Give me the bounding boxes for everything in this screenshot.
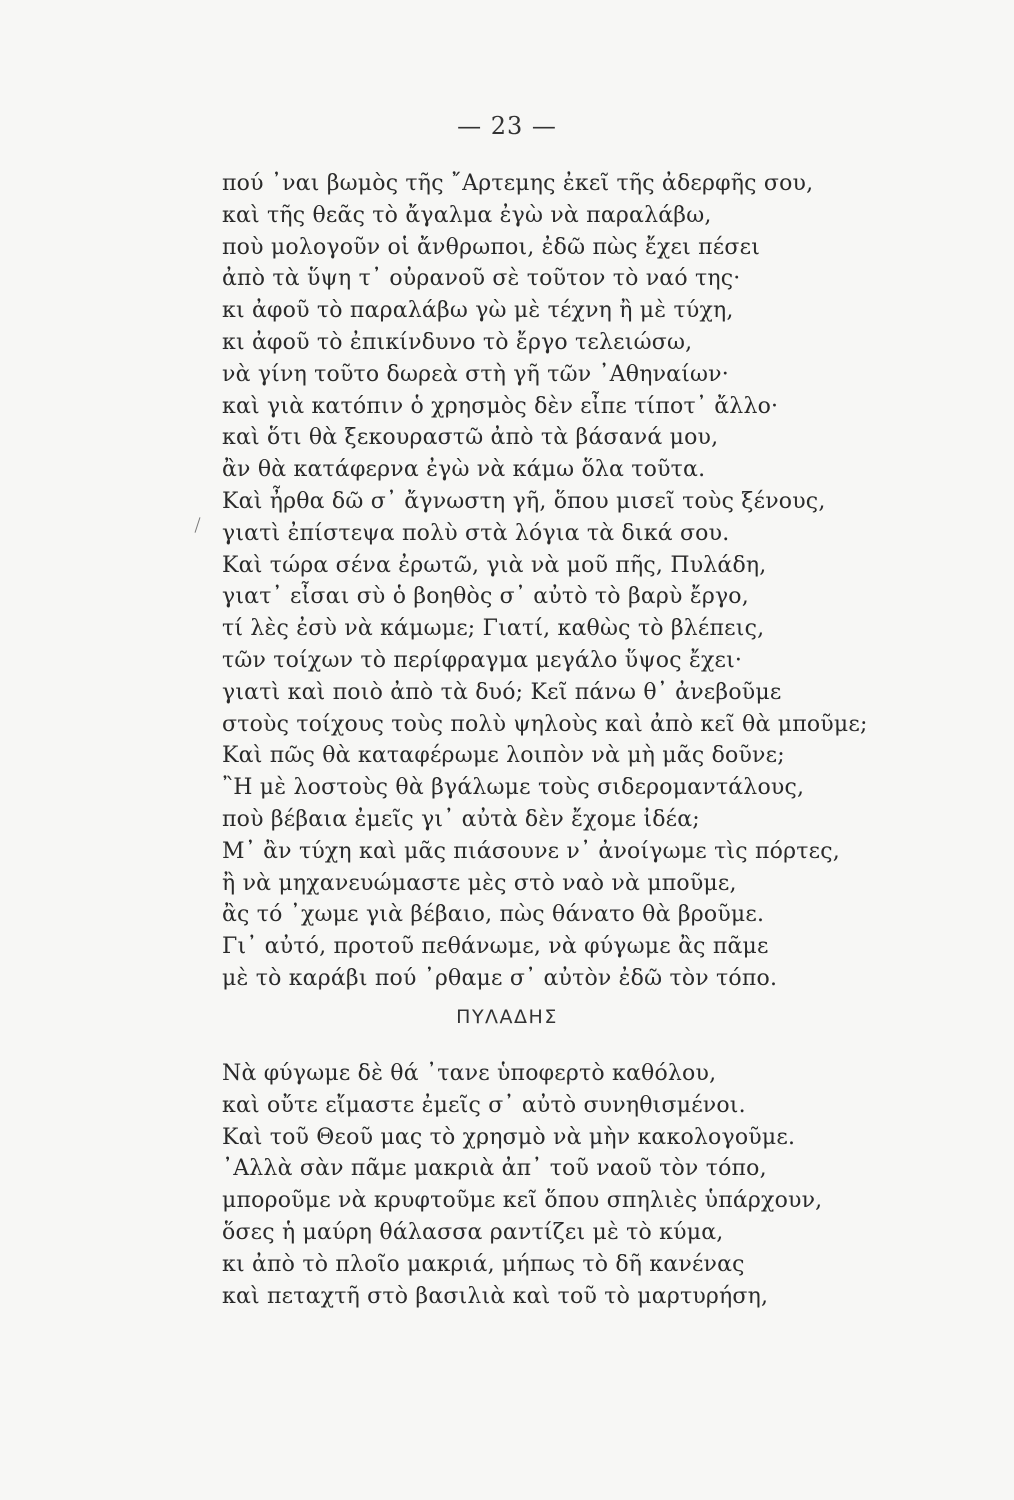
verse-line: στοὺς τοίχους τοὺς πολὺ ψηλοὺς καὶ ἀπὸ κεῖ θὰ μποῦμε;: [222, 711, 868, 737]
verse-line: ὅσες ἡ μαύρη θάλασσα ραντίζει μὲ τὸ κύμα,: [222, 1219, 724, 1245]
verse-line: νὰ γίνη τοῦτο δωρεὰ στὴ γῆ τῶν ᾽Αθηναίων·: [222, 361, 729, 387]
verse-line: ποὺ μολογοῦν οἱ ἄνθρωποι, ἐδῶ πὼς ἔχει πέσει: [222, 234, 761, 260]
verse-line: κι ἀφοῦ τὸ παραλάβω γὼ μὲ τέχνη ἢ μὲ τύχη,: [222, 298, 734, 324]
verse-line: Καὶ τώρα σένα ἐρωτῶ, γιὰ νὰ μοῦ πῆς, Πυλάδη,: [222, 552, 767, 578]
verse-line: καὶ οὔτε εἴμαστε ἐμεῖς σ᾽ αὐτὸ συνηθισμένοι.: [222, 1092, 746, 1118]
verse-line: ἂν θὰ κατάφερνα ἐγὼ νὰ κάμω ὅλα τοῦτα.: [222, 457, 706, 483]
verse-line: ἀπὸ τὰ ὕψη τ᾽ οὐρανοῦ σὲ τοῦτον τὸ ναό της·: [222, 266, 741, 292]
verse-line: γιατὶ ἐπίστεψα πολὺ στὰ λόγια τὰ δικά σου.: [222, 520, 730, 546]
margin-pencil-mark: [195, 517, 201, 533]
stanza-pylades: [222, 1058, 822, 1312]
verse-line: Νὰ φύγωμε δὲ θά ᾽τανε ὑποφερτὸ καθόλου,: [222, 1061, 717, 1086]
verse-line: καὶ γιὰ κατόπιν ὁ χρησμὸς δὲν εἶπε τίποτ᾽ ἄλλο·: [222, 393, 779, 419]
verse-line: ῍Η μὲ λοστοὺς θὰ βγάλωμε τοὺς σιδερομαντάλους,: [222, 775, 805, 801]
verse-line: Μ᾽ ἂν τύχη καὶ μᾶς πιάσουνε ν᾽ ἀνοίγωμε τὶς πόρτες,: [222, 838, 840, 864]
verse-line: γιατ᾽ εἶσαι σὺ ὁ βοηθὸς σ᾽ αὐτὸ τὸ βαρὺ ἔργο,: [222, 584, 749, 610]
verse-line: μὲ τὸ καράβι πού ᾽ρθαμε σ᾽ αὐτὸν ἐδῶ τὸν τόπο.: [222, 965, 778, 991]
stanza-orestes: [222, 168, 868, 995]
verse-line: ἂς τό ᾽χωμε γιὰ βέβαιο, πὼς θάνατο θὰ βροῦμε.: [222, 902, 765, 928]
verse-line: τί λὲς ἐσὺ νὰ κάμωμε; Γιατί, καθὼς τὸ βλέπεις,: [222, 616, 765, 642]
verse-line: καὶ τῆς θεᾶς τὸ ἄγαλμα ἐγὼ νὰ παραλάβω,: [222, 202, 712, 228]
verse-line: ποὺ βέβαια ἐμεῖς γι᾽ αὐτὰ δὲν ἔχομε ἰδέα;: [222, 806, 700, 832]
verse-line: τῶν τοίχων τὸ περίφραγμα μεγάλο ὕψος ἔχει·: [222, 647, 743, 673]
verse-line: γιατὶ καὶ ποιὸ ἀπὸ τὰ δυό; Κεῖ πάνω θ᾽ ἀνεβοῦμε: [222, 679, 782, 705]
verse-line: Γι᾽ αὐτό, προτοῦ πεθάνωμε, νὰ φύγωμε ἂς πᾶμε: [222, 934, 769, 960]
verse-line: μποροῦμε νὰ κρυφτοῦμε κεῖ ὅπου σπηλιὲς ὑπάρχουν,: [222, 1188, 823, 1214]
verse-line: καὶ ὅτι θὰ ξεκουραστῶ ἀπὸ τὰ βάσανά μου,: [222, 425, 719, 451]
speaker-name: ΠΥΛΑΔΗΣ: [456, 1006, 558, 1028]
page-number: — 23 —: [457, 112, 557, 140]
verse-line: καὶ πεταχτῆ στὸ βασιλιὰ καὶ τοῦ τὸ μαρτυρήση,: [222, 1283, 769, 1309]
verse-line: ᾽Αλλὰ σὰν πᾶμε μακριὰ ἀπ᾽ τοῦ ναοῦ τὸν τόπο,: [222, 1156, 767, 1182]
verse-line: κι ἀφοῦ τὸ ἐπικίνδυνο τὸ ἔργο τελειώσω,: [222, 329, 693, 355]
verse-line: πού ᾽ναι βωμὸς τῆς ῎Αρτεμης ἐκεῖ τῆς ἀδερφῆς σου,: [222, 171, 814, 196]
verse-line: Καὶ τοῦ Θεοῦ μας τὸ χρησμὸ νὰ μὴν κακολογοῦμε.: [222, 1124, 796, 1150]
verse-line: κι ἀπὸ τὸ πλοῖο μακριά, μήπως τὸ δῆ κανένας: [222, 1251, 745, 1277]
verse-line: Καὶ πῶς θὰ καταφέρωμε λοιπὸν νὰ μὴ μᾶς δοῦνε;: [222, 743, 785, 769]
verse-line: ἢ νὰ μηχανευώμαστε μὲς στὸ ναὸ νὰ μποῦμε,: [222, 870, 737, 896]
verse-line: Καὶ ἦρθα δῶ σ᾽ ἄγνωστη γῆ, ὅπου μισεῖ τοὺς ξένους,: [222, 488, 826, 514]
